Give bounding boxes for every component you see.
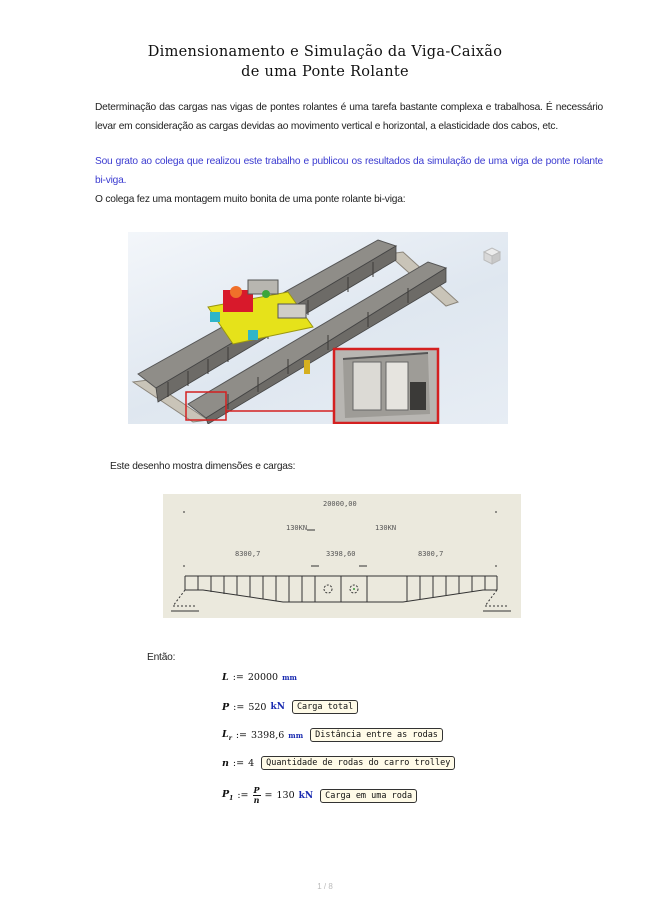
beam-drawing [163,494,521,618]
fraction-numerator: P [253,785,260,795]
formula-value: 520 [248,701,267,713]
formula-note: Carga total [292,700,358,714]
formula-variable [222,729,232,742]
title-line-1: Dimensionamento e Simulação da Viga-Caixão [147,44,503,60]
load-right-label: 130KN [375,524,397,532]
intro-paragraph: Determinação das cargas nas vigas de pontes rolantes é uma tarefa bastante complexa e trabalhosa. É necessário levar em consideração as cargas devidas ao movimento vertical e horizontal, a elasticidade dos cabos, etc. [95,102,603,132]
formula-unit: kN [270,702,285,712]
crane-render-illustration [128,232,508,424]
fraction-denominator: n [253,795,260,805]
formula-span-length [222,672,297,683]
formula-wheel-distance [222,728,443,742]
then-caption: Então: [147,652,176,663]
formula-value: 20000 [247,672,279,683]
beam-load-diagram [163,494,521,618]
formula-value: 3398,6 [251,729,285,741]
assign-operator: := [232,757,245,769]
formula-variable: n [222,757,229,769]
acknowledgement-paragraph[interactable]: Sou grato ao colega que realizou este trabalho e publicou os resultados da simulação de uma viga de ponte rolante bi-viga. [95,156,603,186]
variable-name: P [222,789,230,801]
fraction [253,786,261,805]
load-left-label: 130KN [286,524,308,532]
formula-wheel-count [222,756,455,770]
page-number: 1 / 8 [317,882,333,891]
formula-load-per-wheel [222,786,417,805]
assign-operator: := [233,701,245,713]
formula-value: 130 [276,790,295,801]
formula-total-load [222,700,358,714]
equals-operator: = [264,790,273,801]
formula-note: Quantidade de rodas do carro trolley [261,756,455,770]
total-length-label: 20000,00 [323,500,357,508]
formula-variable: P [222,701,230,713]
formula-unit: kN [298,790,314,801]
variable-name: L [222,728,229,740]
document-title [0,42,650,82]
formula-variable [222,789,233,802]
dim-center-label: 3398,60 [326,550,356,558]
dim-right-label: 8300,7 [418,550,444,558]
variable-subscript: 1 [229,794,234,802]
assign-operator: := [237,790,249,801]
assign-operator: := [232,672,244,683]
title-line-2: de uma Ponte Rolante [241,64,409,80]
formula-variable: L [222,672,229,683]
formula-value: 4 [248,757,255,769]
view-cube-icon [484,248,500,264]
assign-operator: := [235,729,248,741]
assembly-paragraph: O colega fez uma montagem muito bonita de uma ponte rolante bi-viga: [95,194,406,205]
variable-subscript: r [228,734,232,742]
dim-left-label: 8300,7 [235,550,261,558]
formula-unit: mm [282,673,297,682]
formula-note: Carga em uma roda [320,789,417,803]
formula-note: Distância entre as rodas [310,728,443,742]
crane-3d-render-image [128,232,508,424]
formula-unit: mm [288,730,304,740]
drawing-caption: Este desenho mostra dimensões e cargas: [110,461,296,472]
